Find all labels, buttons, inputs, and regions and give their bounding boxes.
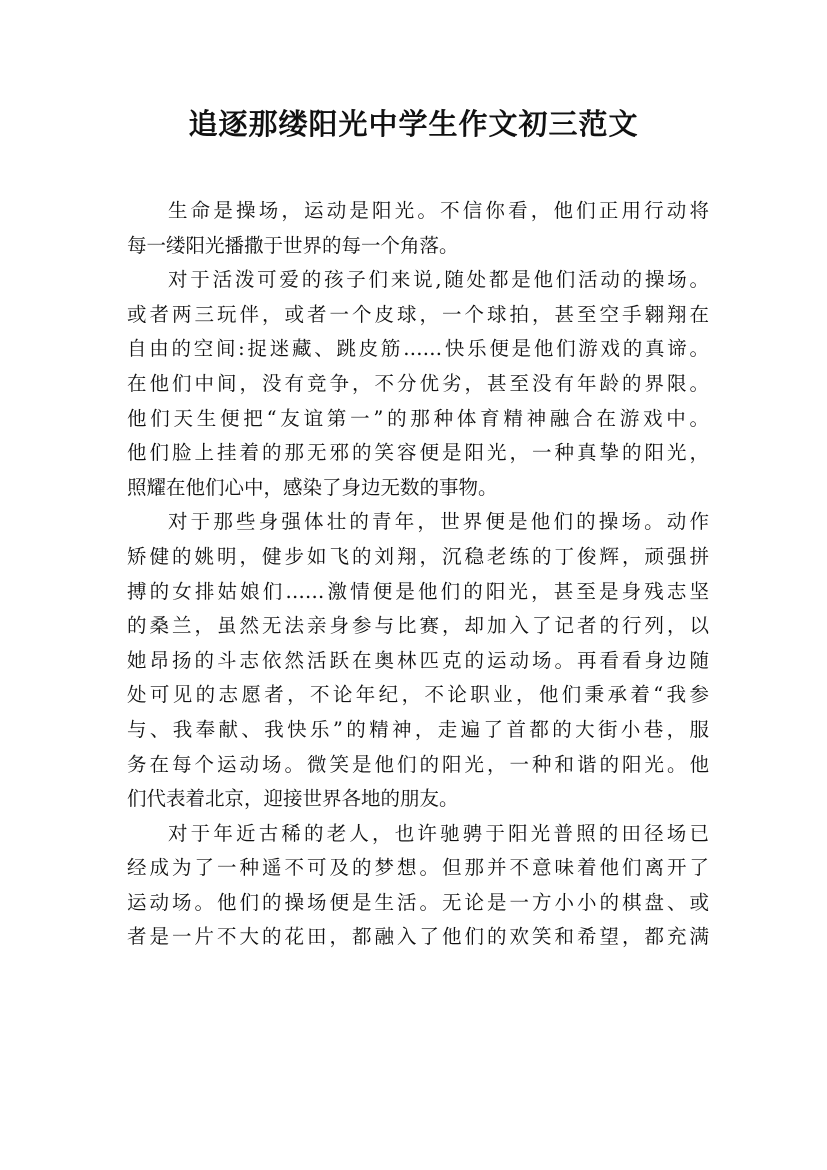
- text-line: 自由的空间:捉迷藏、跳皮筋……快乐便是他们游戏的真谛。: [127, 337, 709, 361]
- text-line: 他们脸上挂着的那无邪的笑容便是阳光，一种真挚的阳光，: [127, 441, 709, 465]
- text-line: 们代表着北京，迎接世界各地的朋友。: [127, 787, 459, 811]
- text-line: 处可见的志愿者，不论年纪，不论职业，他们秉承着“我参: [127, 683, 709, 707]
- paragraph: [127, 194, 709, 263]
- text-line: 照耀在他们心中，感染了身边无数的事物。: [127, 475, 498, 499]
- paragraph: [127, 505, 709, 816]
- text-line: 每一缕阳光播撒于世界的每一个角落。: [127, 233, 459, 257]
- text-line: 矫健的姚明，健步如飞的刘翔，沉稳老练的丁俊辉，顽强拼: [127, 544, 709, 568]
- paragraph: [127, 817, 709, 955]
- text-line: 务在每个运动场。微笑是他们的阳光，一种和谐的阳光。他: [127, 752, 709, 776]
- text-line: 在他们中间，没有竞争，不分优劣，甚至没有年龄的界限。: [127, 371, 709, 395]
- document-body: [127, 194, 709, 955]
- text-line: 或者两三玩伴，或者一个皮球，一个球拍，甚至空手翱翔在: [127, 302, 709, 326]
- text-line: 对于那些身强体壮的青年，世界便是他们的操场。动作: [168, 510, 709, 534]
- text-line: 搏的女排姑娘们……激情便是他们的阳光，甚至是身残志坚: [127, 579, 709, 603]
- text-line: 经成为了一种遥不可及的梦想。但那并不意味着他们离开了: [127, 856, 709, 880]
- text-line: 的桑兰，虽然无法亲身参与比赛，却加入了记者的行列，以: [127, 614, 709, 638]
- text-line: 生命是操场，运动是阳光。不信你看，他们正用行动将: [168, 199, 709, 222]
- document-title: 追逐那缕阳光中学生作文初三范文: [188, 107, 639, 141]
- text-line: 她昂扬的斗志依然活跃在奥林匹克的运动场。再看看身边随: [127, 648, 709, 672]
- text-line: 对于活泼可爱的孩子们来说,随处都是他们活动的操场。: [168, 268, 709, 292]
- text-line: 与、我奉献、我快乐”的精神，走遍了首都的大街小巷，服: [127, 717, 709, 741]
- text-line: 他们天生便把“友谊第一”的那种体育精神融合在游戏中。: [127, 406, 709, 430]
- paragraph: [127, 263, 709, 505]
- text-line: 对于年近古稀的老人，也许驰骋于阳光普照的田径场已: [168, 821, 709, 845]
- text-line: 者是一片不大的花田，都融入了他们的欢笑和希望，都充满: [127, 925, 709, 949]
- text-line: 运动场。他们的操场便是生活。无论是一方小小的棋盘、或: [127, 890, 709, 914]
